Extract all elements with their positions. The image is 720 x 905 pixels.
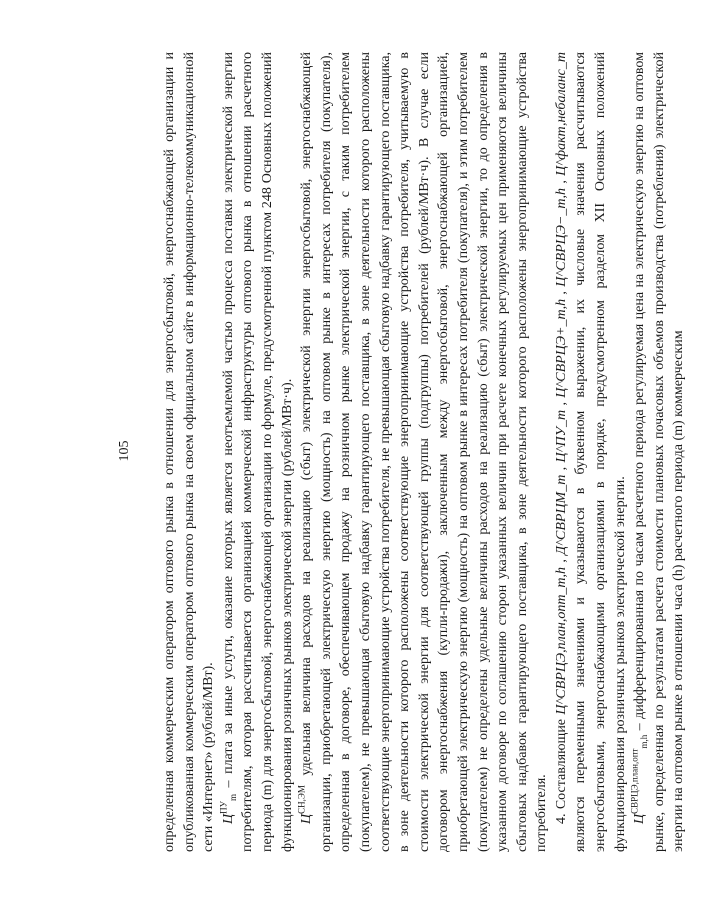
paragraph-4-lead: 4. Составляющие <box>553 714 569 824</box>
paragraph-5 <box>630 52 689 852</box>
symbol-c-svrce-plan-sub: m,h <box>639 734 650 749</box>
symbol-c-pu-sup: ПУ <box>218 801 229 814</box>
paragraph-3 <box>297 52 552 852</box>
page-number: 105 <box>117 440 132 462</box>
symbol-c-sn-em: Ц <box>299 813 315 824</box>
paragraph-4 <box>552 52 630 852</box>
paragraph-2 <box>219 52 297 852</box>
symbol-c-sn-em-sup: СН,ЭМ <box>296 785 307 814</box>
symbol-c-pu-sub: m <box>227 793 238 801</box>
symbol-c-pu: Ц <box>220 813 236 824</box>
paragraph-4-formula: Ц^СВРЦЭ,план,опт_m,h , Д^СВРЦМ_m , Ц^ПУ_m , Ц^СВРЦЭ+_m,h , Ц^СВРЦЭ−_m,h , Ц^факт,небаланс_m <box>553 52 569 715</box>
symbol-c-svrce-plan-sup: СВРЦЭ,план,опт <box>629 748 640 814</box>
paragraph-3-text: удельная величина расходов на реализацию (сбыт) электрической энергии энергосбытовой, энергоснабжающей организации, приобретающей электрическую энергию (мощность) на оптовом рынке в интересах потребителя (покупателя), определенная в договоре, обеспечивающем продажу на розничном рынке электрической энергии, с таким потребителем (покупателем), не превышающая сбытовую надбавку гарантирующего поставщика, в зоне деятельности которого расположены соответствующие энергопринимающие устройства потребителя, не превышающая сбытовую надбавку гарантирующего поставщика, в зоне деятельности которого расположены соответствующие энергопринимающие устройства потребителя, учитываемую в стоимости электрической энергии для соответствующей группы (подгруппы) потребителей (рублей/МВт·ч). В случае если договором энергоснабжения (купли-продажи), заключенным между энергосбытовой, энергоснабжающей организацией, приобретающей электрическую энергию (мощность) на оптовом рынке в интересах потребителя (покупателя), и этим потребителем (покупателем) не определены удельные величины расходов на реализацию (сбыт) электрической энергии, то до определения в указанном договоре по соглашению сторон указанных величин при расчете конечных регулируемых цен применяются величины сбытовых надбавок гарантирующего поставщика, в зоне деятельности которого расположены энергопринимающие устройства потребителя. <box>299 52 550 852</box>
paragraph-4-text: являются переменными значениями и указываются в буквенном выражении, их числовые значения рассчитываются энергосбытовыми, энергоснабжающими организациями в порядке, предусмотренном разделом XII Основных положений функционирования розничных рынков электрической энергии. <box>573 52 628 852</box>
paragraph-2-text: – плата за иные услуги, оказание которых является неотъемлемой частью процесса поставки электрической энергии потребителям, которая рассчитывается организацией коммерческой инфраструктуры оптового рынка в отношении расчетного периода (m) для энергосбытовой, энергоснабжающей организации по формуле, предусмотренной пунктом 248 Основных положений функционирования розничных рынков электрической энергии (рублей/МВт·ч). <box>220 52 295 852</box>
symbol-c-svrce-plan: Ц <box>632 813 648 824</box>
paragraph-5-text: – дифференцированная по часам расчетного периода регулируемая цена на электрическую энергию на оптовом рынке, определенная по результатам расчета стоимости плановых почасовых объемов производства (потребления) электрической энергии на оптовом рынке в отношении часа (h) расчетного периода (m) коммерческим <box>632 52 687 852</box>
paragraph-1: определенная коммерческим оператором оптового рынка в отношении для энергосбытовой, энергоснабжающей организации и опубликованная коммерческим оператором оптового рынка на своем официальном сайте в информационно-телекоммуникационной сети «Интернет» (рублей/МВт). <box>162 52 217 852</box>
document-body <box>160 52 720 852</box>
